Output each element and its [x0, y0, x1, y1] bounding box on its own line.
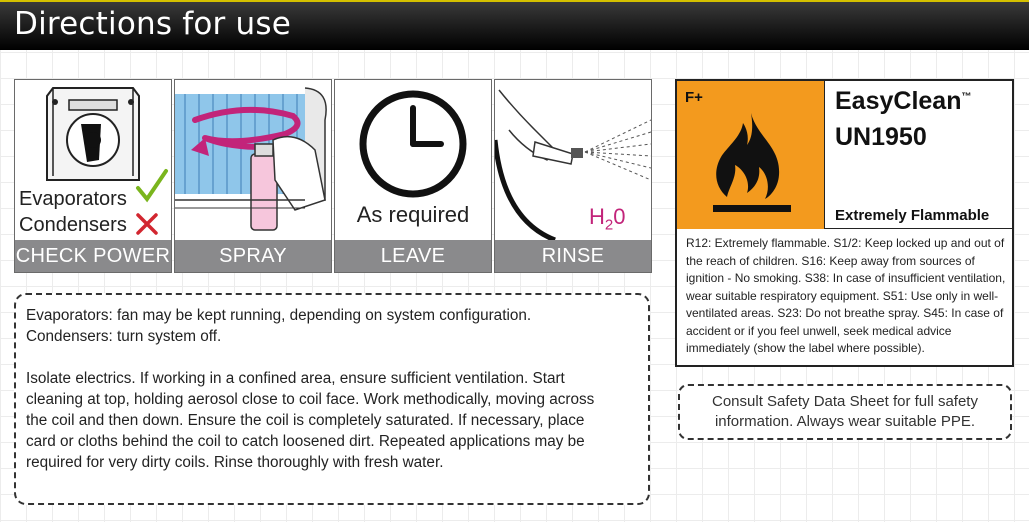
safety-data-sheet-notice: Consult Safety Data Sheet for full safety information. Always wear suitable PPE. [678, 384, 1012, 440]
un-number: UN1950 [835, 123, 927, 151]
step-label-rinse: RINSE [495, 240, 651, 272]
step-spray [174, 79, 332, 273]
evaporators-label: Evaporators [19, 188, 127, 210]
step-check-power [14, 79, 172, 273]
hazard-class-label: F+ [685, 89, 703, 106]
hazard-label [675, 79, 1014, 367]
product-brand: EasyClean™ [835, 87, 972, 115]
risk-safety-phrases: R12: Extremely flammable. S1/2: Keep locked up and out of the reach of children. S16: Keep away from sources of ignition - No smoking. S38: In case of insufficient ventilation, wear suitable respiratory equipment. S51: Use only in well-ventilated areas. S23: Do not breathe spray. S45: In case of accident or if you feel unwell, seek medical advice immediately (show the label where possible). [686, 236, 1006, 355]
page-header [0, 0, 1029, 50]
instructions-paragraph-1: Evaporators: fan may be kept running, depending on system configuration. Condensers: turn system off. [26, 307, 532, 345]
isolator-switch-illustration [15, 80, 171, 240]
spray-coil-illustration [175, 80, 331, 240]
condensers-label: Condensers [19, 214, 127, 236]
spray-aerosol-icon [175, 80, 331, 240]
hazard-statement: Extremely Flammable [835, 207, 990, 224]
step-rinse [494, 79, 652, 273]
instructions-box [14, 293, 650, 505]
step-label-spray: SPRAY [175, 240, 331, 272]
instructions-paragraph-2: Isolate electrics. If working in a confined area, ensure sufficient ventilation. Start cleaning at top, holding aerosol close to coil face. Work methodically, moving across the coil and then down. Ensure the coil is completely saturated. If necessary, place card or cloths behind the coil to catch loosened dirt. Repeated applications may be required for very dirty coils. Rinse thoroughly with fresh water. [26, 370, 595, 471]
flame-icon [707, 109, 797, 221]
step-label-leave: LEAVE [335, 240, 491, 272]
check-mark-icon [135, 168, 169, 204]
clock-illustration [335, 80, 491, 240]
cross-mark-icon [135, 212, 159, 236]
step-leave [334, 79, 492, 273]
flammable-pictogram [677, 81, 825, 229]
hazard-label-header [677, 81, 1012, 229]
leave-caption: As required [356, 202, 470, 227]
h2o-label: $H_20$ [589, 204, 626, 234]
water-spray-nozzle-icon [495, 80, 651, 240]
step-label-check-power: CHECK POWER [15, 240, 171, 272]
hose-rinse-illustration [495, 80, 651, 240]
page-title: Directions for use [14, 6, 291, 42]
